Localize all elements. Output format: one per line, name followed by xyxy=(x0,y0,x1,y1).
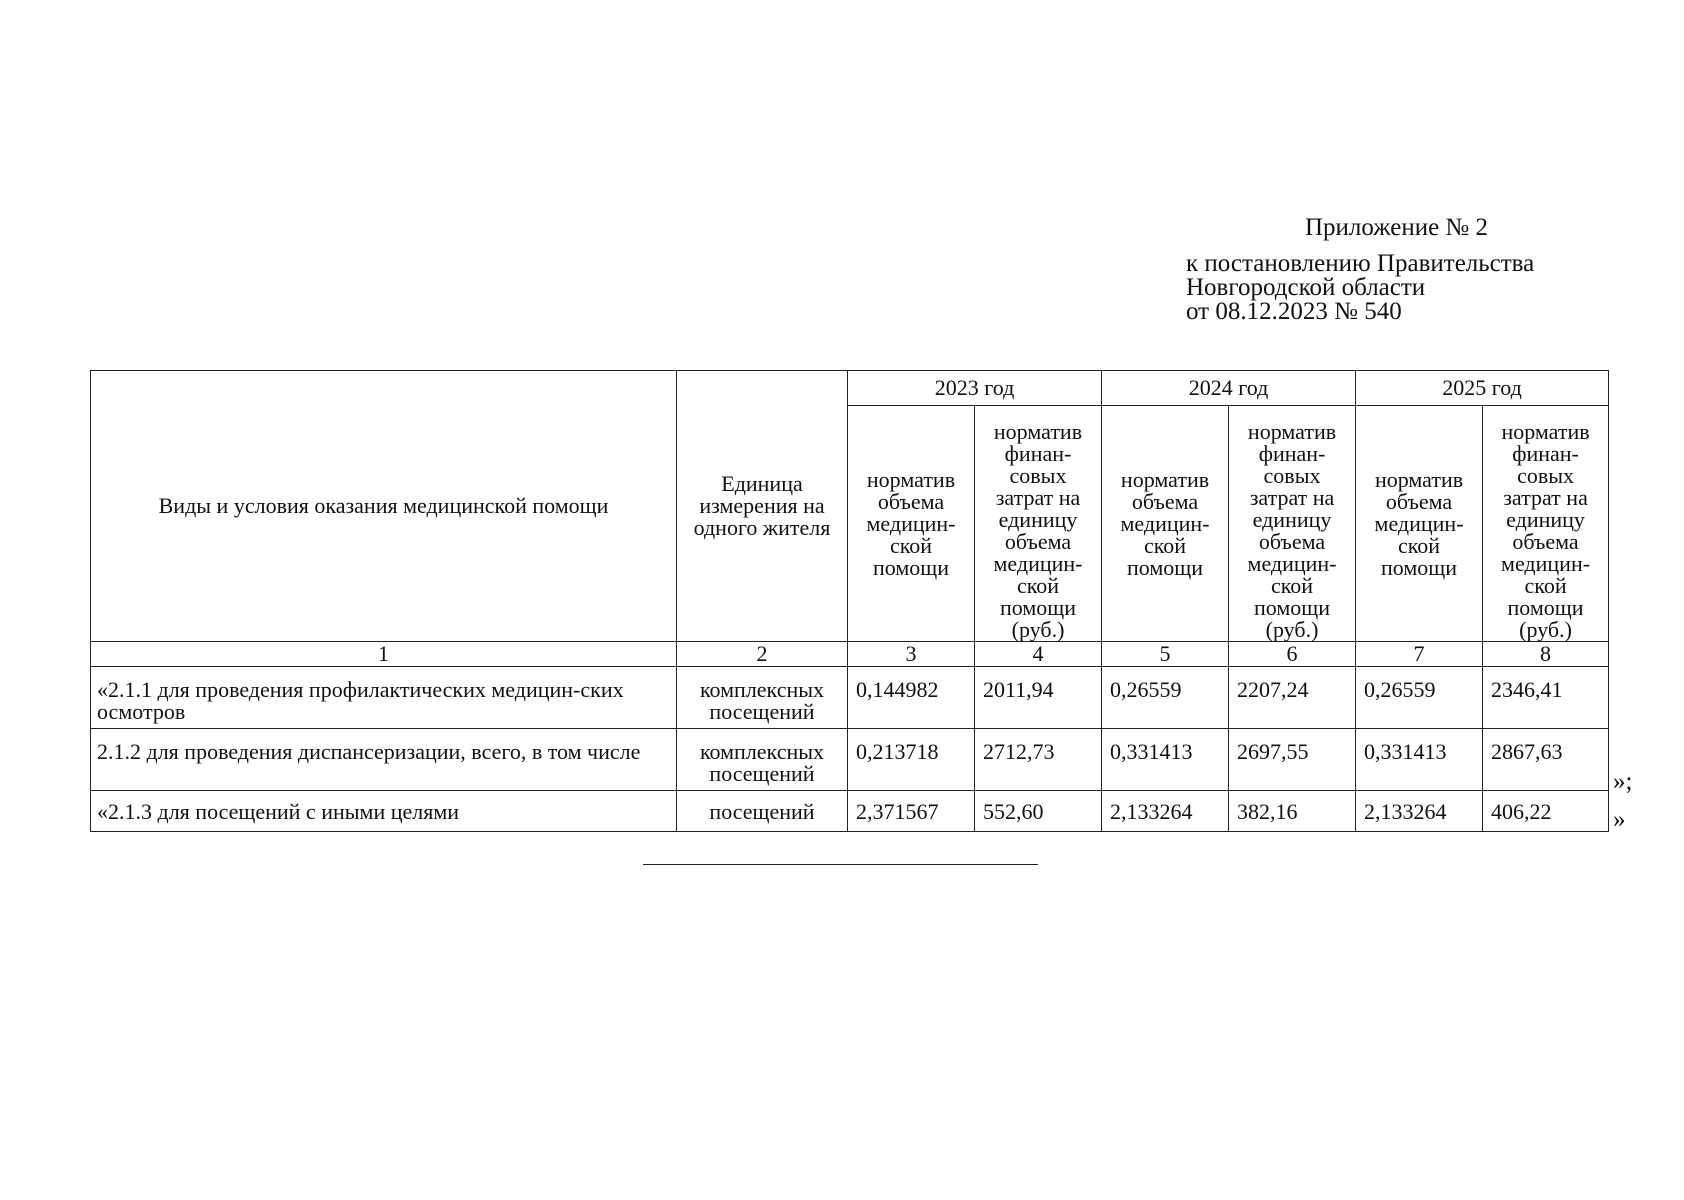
col-number: 3 xyxy=(848,642,975,667)
appendix-line-resolution: к постановлению Правительства xyxy=(1186,250,1535,277)
closing-quote: » xyxy=(1613,806,1626,833)
row-value: 2867,63 xyxy=(1483,729,1609,791)
row-value: 0,331413 xyxy=(1102,729,1229,791)
col-number: 2 xyxy=(677,642,848,667)
header-row-years xyxy=(91,371,1609,406)
row-value: 2697,55 xyxy=(1229,729,1356,791)
header-year-2024: 2024 год xyxy=(1102,371,1356,406)
col-number: 8 xyxy=(1483,642,1609,667)
subheader-cost-2023: норматив финан-совых затрат на единицу объема медицин-ской помощи (руб.) xyxy=(975,406,1102,642)
row-value: 2,371567 xyxy=(848,791,975,832)
table-row xyxy=(91,729,1609,791)
row-care-type: «2.1.3 для посещений с иными целями xyxy=(91,791,677,832)
row-value: 0,331413 xyxy=(1356,729,1483,791)
row-value: 0,213718 xyxy=(848,729,975,791)
row-value: 552,60 xyxy=(975,791,1102,832)
row-value: 406,22 xyxy=(1483,791,1609,832)
header-year-2025: 2025 год xyxy=(1356,371,1609,406)
row-value: 382,16 xyxy=(1229,791,1356,832)
subheader-volume-2023: норматив объема медицин-ской помощи xyxy=(848,406,975,642)
col-number: 4 xyxy=(975,642,1102,667)
row-value: 2,133264 xyxy=(1356,791,1483,832)
subheader-volume-2025: норматив объема медицин-ской помощи xyxy=(1356,406,1483,642)
header-unit: Единица измерения на одного жителя xyxy=(677,371,848,642)
col-number: 1 xyxy=(91,642,677,667)
divider-line xyxy=(643,864,1038,865)
header-year-2023: 2023 год xyxy=(848,371,1102,406)
row-value: 2011,94 xyxy=(975,667,1102,729)
appendix-line-date: от 08.12.2023 № 540 xyxy=(1186,298,1402,325)
appendix-block xyxy=(1186,216,1666,324)
appendix-line-region: Новгородской области xyxy=(1186,274,1426,301)
column-number-row xyxy=(91,642,1609,667)
medical-care-norms-table xyxy=(90,370,1609,832)
row-unit: комплексных посещений xyxy=(677,667,848,729)
closing-quote-semicolon: »; xyxy=(1613,768,1633,795)
table-row xyxy=(91,791,1609,832)
subheader-volume-2024: норматив объема медицин-ской помощи xyxy=(1102,406,1229,642)
row-value: 0,26559 xyxy=(1102,667,1229,729)
subheader-cost-2024: норматив финан-совых затрат на единицу объема медицин-ской помощи (руб.) xyxy=(1229,406,1356,642)
row-value: 2,133264 xyxy=(1102,791,1229,832)
row-value: 0,26559 xyxy=(1356,667,1483,729)
col-number: 6 xyxy=(1229,642,1356,667)
row-unit: комплексных посещений xyxy=(677,729,848,791)
row-care-type: «2.1.1 для проведения профилактических медицин-ских осмотров xyxy=(91,667,677,729)
subheader-cost-2025: норматив финан-совых затрат на единицу объема медицин-ской помощи (руб.) xyxy=(1483,406,1609,642)
row-value: 2712,73 xyxy=(975,729,1102,791)
row-unit: посещений xyxy=(677,791,848,832)
header-types-of-care: Виды и условия оказания медицинской помощи xyxy=(91,371,677,642)
row-care-type: 2.1.2 для проведения диспансеризации, всего, в том числе xyxy=(91,729,677,791)
col-number: 7 xyxy=(1356,642,1483,667)
appendix-title: Приложение № 2 xyxy=(1305,214,1489,241)
row-value: 2346,41 xyxy=(1483,667,1609,729)
row-value: 0,144982 xyxy=(848,667,975,729)
col-number: 5 xyxy=(1102,642,1229,667)
row-value: 2207,24 xyxy=(1229,667,1356,729)
table-row xyxy=(91,667,1609,729)
